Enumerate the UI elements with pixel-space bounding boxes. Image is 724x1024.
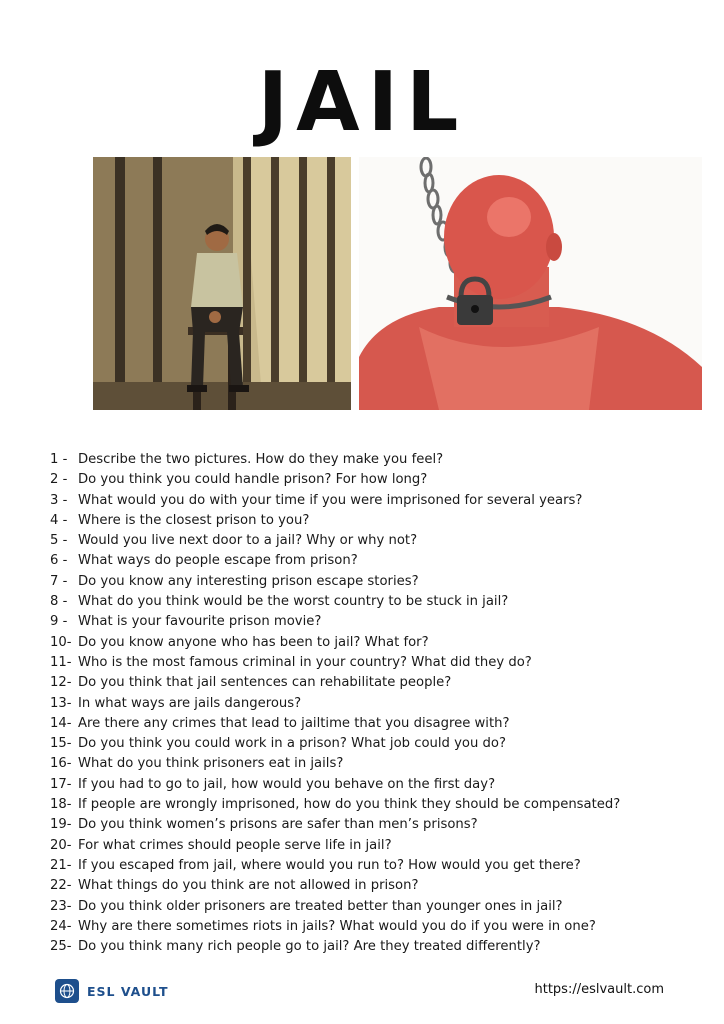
question-number: 8 - [50, 594, 68, 610]
question-item [50, 876, 710, 896]
question-number: 6 - [50, 553, 68, 569]
question-item [50, 633, 710, 653]
question-text: Do you think you could work in a prison? What job could you do? [78, 736, 506, 752]
question-item [50, 470, 710, 490]
question-item [50, 795, 710, 815]
globe-icon [55, 979, 79, 1003]
question-item [50, 897, 710, 917]
question-text: Do you know anyone who has been to jail? What for? [78, 634, 429, 650]
question-item [50, 511, 710, 531]
question-number: 10- [50, 634, 72, 650]
prisoner-in-cell-illustration [93, 157, 351, 410]
question-item [50, 917, 710, 937]
question-number: 7 - [50, 573, 68, 589]
question-number: 11- [50, 654, 72, 670]
question-text: Do you think older prisoners are treated better than younger ones in jail? [78, 898, 563, 914]
question-item [50, 592, 710, 612]
question-item [50, 734, 710, 754]
question-text: If people are wrongly imprisoned, how do you think they should be compensated? [78, 797, 621, 813]
question-number: 16- [50, 756, 72, 772]
question-item [50, 653, 710, 673]
logo-text: ESL VAULT [87, 983, 169, 999]
question-text: Do you think women’s prisons are safer than men’s prisons? [78, 817, 478, 833]
question-text: What is your favourite prison movie? [78, 614, 322, 630]
question-item [50, 775, 710, 795]
question-number: 5 - [50, 533, 68, 549]
question-number: 3 - [50, 492, 68, 508]
question-item [50, 491, 710, 511]
question-text: If you had to go to jail, how would you behave on the first day? [78, 776, 496, 792]
question-item [50, 551, 710, 571]
question-item [50, 531, 710, 551]
question-number: 12- [50, 675, 72, 691]
question-number: 13- [50, 695, 72, 711]
question-text: What things do you think are not allowed in prison? [78, 878, 419, 894]
question-number: 9 - [50, 614, 68, 630]
question-text: What would you do with your time if you were imprisoned for several years? [78, 492, 583, 508]
question-text: Why are there sometimes riots in jails? What would you do if you were in one? [78, 918, 596, 934]
question-number: 22- [50, 878, 72, 894]
question-text: Who is the most famous criminal in your country? What did they do? [78, 654, 532, 670]
question-number: 19- [50, 817, 72, 833]
question-number: 14- [50, 715, 72, 731]
question-text: Describe the two pictures. How do they make you feel? [78, 452, 444, 467]
question-number: 21- [50, 857, 72, 873]
question-item [50, 754, 710, 774]
question-number: 17- [50, 776, 72, 792]
question-number: 1 - [50, 452, 68, 467]
question-number: 15- [50, 736, 72, 752]
question-text: What ways do people escape from prison? [78, 553, 358, 569]
question-number: 20- [50, 837, 72, 853]
question-text: Do you think many rich people go to jail? Are they treated differently? [78, 939, 541, 955]
question-number: 2 - [50, 472, 68, 488]
question-item [50, 836, 710, 856]
question-text: Do you think you could handle prison? For how long? [78, 472, 428, 488]
question-text: What do you think would be the worst country to be stuck in jail? [78, 594, 509, 610]
question-item [50, 714, 710, 734]
question-number: 25- [50, 939, 72, 955]
question-item [50, 572, 710, 592]
question-number: 18- [50, 797, 72, 813]
question-item [50, 815, 710, 835]
question-item [50, 694, 710, 714]
question-list [50, 450, 710, 957]
question-text: Do you think that jail sentences can rehabilitate people? [78, 675, 452, 691]
question-text: Where is the closest prison to you? [78, 512, 310, 528]
question-item [50, 612, 710, 632]
question-text: For what crimes should people serve life in jail? [78, 837, 392, 853]
question-text: In what ways are jails dangerous? [78, 695, 302, 711]
question-item [50, 673, 710, 693]
question-item [50, 450, 710, 470]
question-text: What do you think prisoners eat in jails? [78, 756, 344, 772]
question-text: If you escaped from jail, where would you run to? How would you get there? [78, 857, 581, 873]
esl-vault-logo [55, 978, 169, 1004]
question-item [50, 856, 710, 876]
page-title: JAIL [257, 55, 467, 150]
question-text: Would you live next door to a jail? Why or why not? [78, 533, 418, 549]
question-number: 24- [50, 918, 72, 934]
site-url-link[interactable]: https://eslvault.com [534, 982, 664, 997]
question-item [50, 937, 710, 957]
question-number: 4 - [50, 512, 68, 528]
question-text: Are there any crimes that lead to jailtime that you disagree with? [78, 715, 510, 731]
question-text: Do you know any interesting prison escape stories? [78, 573, 419, 589]
question-number: 23- [50, 898, 72, 914]
chained-head-padlock-illustration [359, 157, 702, 410]
